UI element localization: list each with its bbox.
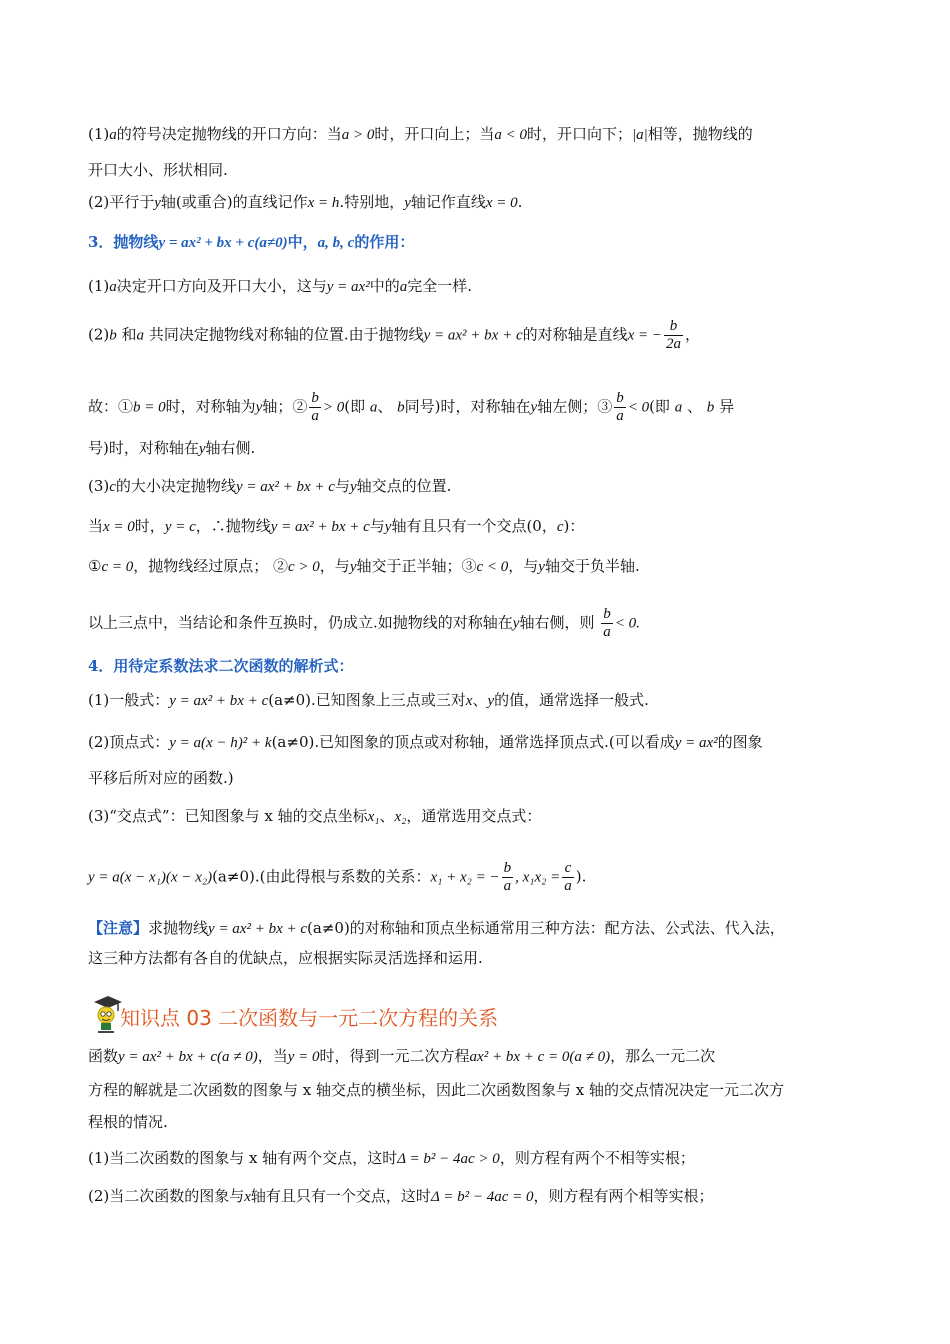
student-mascot-icon (90, 994, 124, 1034)
text-line: y = a(x − x₁)(x − x₂)(a≠0).(由此得根与系数的关系：x₁ + x₂ = − $\frac{b}{a}$ , x₁x₂ = $\frac{c}{a}$ ). (88, 860, 587, 894)
text-line: 以上三点中，当结论和条件互换时，仍成立.如抛物线的对称轴在y轴右侧，则 $\frac{b}{a}$ < 0. (88, 606, 640, 640)
fraction-c-over-a: $\frac{c}{a}$ (564, 860, 572, 894)
math-abs-a: |a| (632, 127, 648, 143)
math-vertex-form: y = a(x − h)² + k (169, 735, 272, 751)
text-line: (1)一般式：y = ax² + bx + c(a≠0).已知图象上三点或三对x、y的值，通常选择一般式. (88, 691, 649, 709)
fraction-b-over-a: $\frac{b}{a}$ (503, 860, 512, 894)
text: (1) (88, 125, 110, 143)
math-y: y (154, 195, 161, 211)
text: 开口大小、形状相同. (88, 161, 228, 179)
text-line: 号)时，对称轴在y轴右侧. (88, 439, 256, 457)
knowledge-point-title: 知识点 03 二次函数与一元二次方程的关系 (120, 1006, 499, 1030)
math-intercept-form: y = a(x − x₁)(x − x₂) (88, 869, 213, 886)
text-line: (1)a决定开口方向及开口大小，这与y = ax²中的a完全一样. (88, 277, 472, 295)
math-general-form: y = ax² + bx + c (169, 693, 269, 709)
math-discriminant-zero: Δ = b² − 4ac = 0 (430, 1189, 534, 1205)
text-line (88, 192, 522, 213)
text-line: (2)当二次函数的图象与x轴有且只有一个交点，这时Δ = b² − 4ac = 0，则方程有两个相等实根； (88, 1187, 714, 1205)
text-line: 当x = 0时，y = c，∴抛物线y = ax² + bx + c与y轴有且只有一个交点(0，c)： (88, 517, 585, 535)
text: 相等，抛物线的 (647, 125, 753, 143)
math-a-lt-0: a < 0 (494, 127, 528, 143)
math-a: a (109, 127, 117, 143)
text-line: ①c = 0，抛物线经过原点； ②c > 0，与y轴交于正半轴；③c < 0，与y轴交于负半轴. (88, 557, 640, 575)
fraction-b-over-a: $\frac{b}{a}$ (616, 390, 624, 424)
note-tag: 【注意】 (88, 919, 149, 937)
math-quadratic: y = ax² + bx + c (423, 327, 523, 344)
math-function: y = ax² + bx + c(a ≠ 0) (118, 1049, 258, 1065)
text-line (88, 124, 753, 145)
note-line: 【注意】求抛物线y = ax² + bx + c(a≠0)的对称轴和顶点坐标通常用三种方法：配方法、公式法、代入法， (88, 919, 785, 937)
math-abc: a, b, c (317, 235, 355, 251)
text-line: 平移后所对应的函数.) (88, 769, 234, 787)
math-x-eq-h: x = h (307, 195, 340, 211)
text: 时，开口向下； (527, 125, 633, 143)
math-y-ax2: y = ax² (326, 279, 370, 295)
note-line: 这三种方法都有各自的优缺点，应根据实际灵活选择和运用. (88, 949, 483, 967)
text-line: 故：①b = 0时，对称轴为y轴；② $\frac{b}{a}$ > 0(即 a、 b同号)时，对称轴在y轴左侧；③ $\frac{b}{a}$ < 0(即 a 、 b 异 (88, 390, 735, 424)
text: 时，开口向上；当 (374, 125, 495, 143)
text-line: 函数y = ax² + bx + c(a ≠ 0)，当y = 0时，得到一元二次方程ax² + bx + c = 0(a ≠ 0)，那么一元二次 (88, 1047, 716, 1065)
text-line (88, 160, 228, 180)
fraction-b-over-a: $\frac{b}{a}$ (311, 390, 319, 424)
text-line: (3)“交点式”：已知图象与 x 轴的交点坐标x₁、x₂，通常选用交点式： (88, 807, 542, 825)
text: 的符号决定抛物线的开口方向：当 (116, 125, 342, 143)
fraction-b-over-a: $\frac{b}{a}$ (603, 606, 611, 640)
knowledge-point-heading (88, 994, 848, 1034)
text-line: (1)当二次函数的图象与 x 轴有两个交点，这时Δ = b² − 4ac > 0，则方程有两个不相等实根； (88, 1149, 695, 1167)
math-equation: ax² + bx + c = 0(a ≠ 0) (469, 1049, 611, 1065)
section-heading: 3．抛物线y = ax² + bx + c(a≠0)中，a, b, c的作用： (88, 233, 415, 251)
text-line: 方程的解就是二次函数的图象与 x 轴交点的横坐标，因此二次函数图象与 x 轴的交点情况决定一元二次方 (88, 1081, 784, 1099)
math-a-gt-0: a > 0 (341, 127, 375, 143)
fraction-b-over-2a: $\frac{b}{2a}$ (666, 318, 682, 352)
text: .特别地， (339, 193, 405, 211)
math-y: y (404, 195, 411, 211)
text-line: (3)c的大小决定抛物线y = ax² + bx + c与y轴交点的位置. (88, 477, 452, 495)
math-axis: x = − (627, 327, 663, 344)
math-parabola: y = ax² + bx + c(a≠0) (158, 235, 288, 251)
text: 轴记作直线 (410, 193, 486, 211)
math-b-eq-0: b = 0 (133, 399, 166, 416)
text: 轴(或重合)的直线记作 (160, 193, 308, 211)
math-x-eq-0: x = 0 (485, 195, 518, 211)
math-discriminant-positive: Δ = b² − 4ac > 0 (397, 1151, 500, 1167)
text: . (517, 193, 523, 211)
text-line: (2)b 和a 共同决定抛物线对称轴的位置.由于抛物线y = ax² + bx + c的对称轴是直线x = − $\frac{b}{2a}$ ， (88, 318, 701, 352)
text: (2)平行于 (88, 193, 155, 211)
text-line: (2)顶点式：y = a(x − h)² + k(a≠0).已知图象的顶点或对称轴，通常选择顶点式.(可以看成y = ax²的图象 (88, 733, 763, 751)
section-heading: 4．用待定系数法求二次函数的解析式： (88, 657, 354, 675)
text-line: 程根的情况. (88, 1113, 168, 1131)
